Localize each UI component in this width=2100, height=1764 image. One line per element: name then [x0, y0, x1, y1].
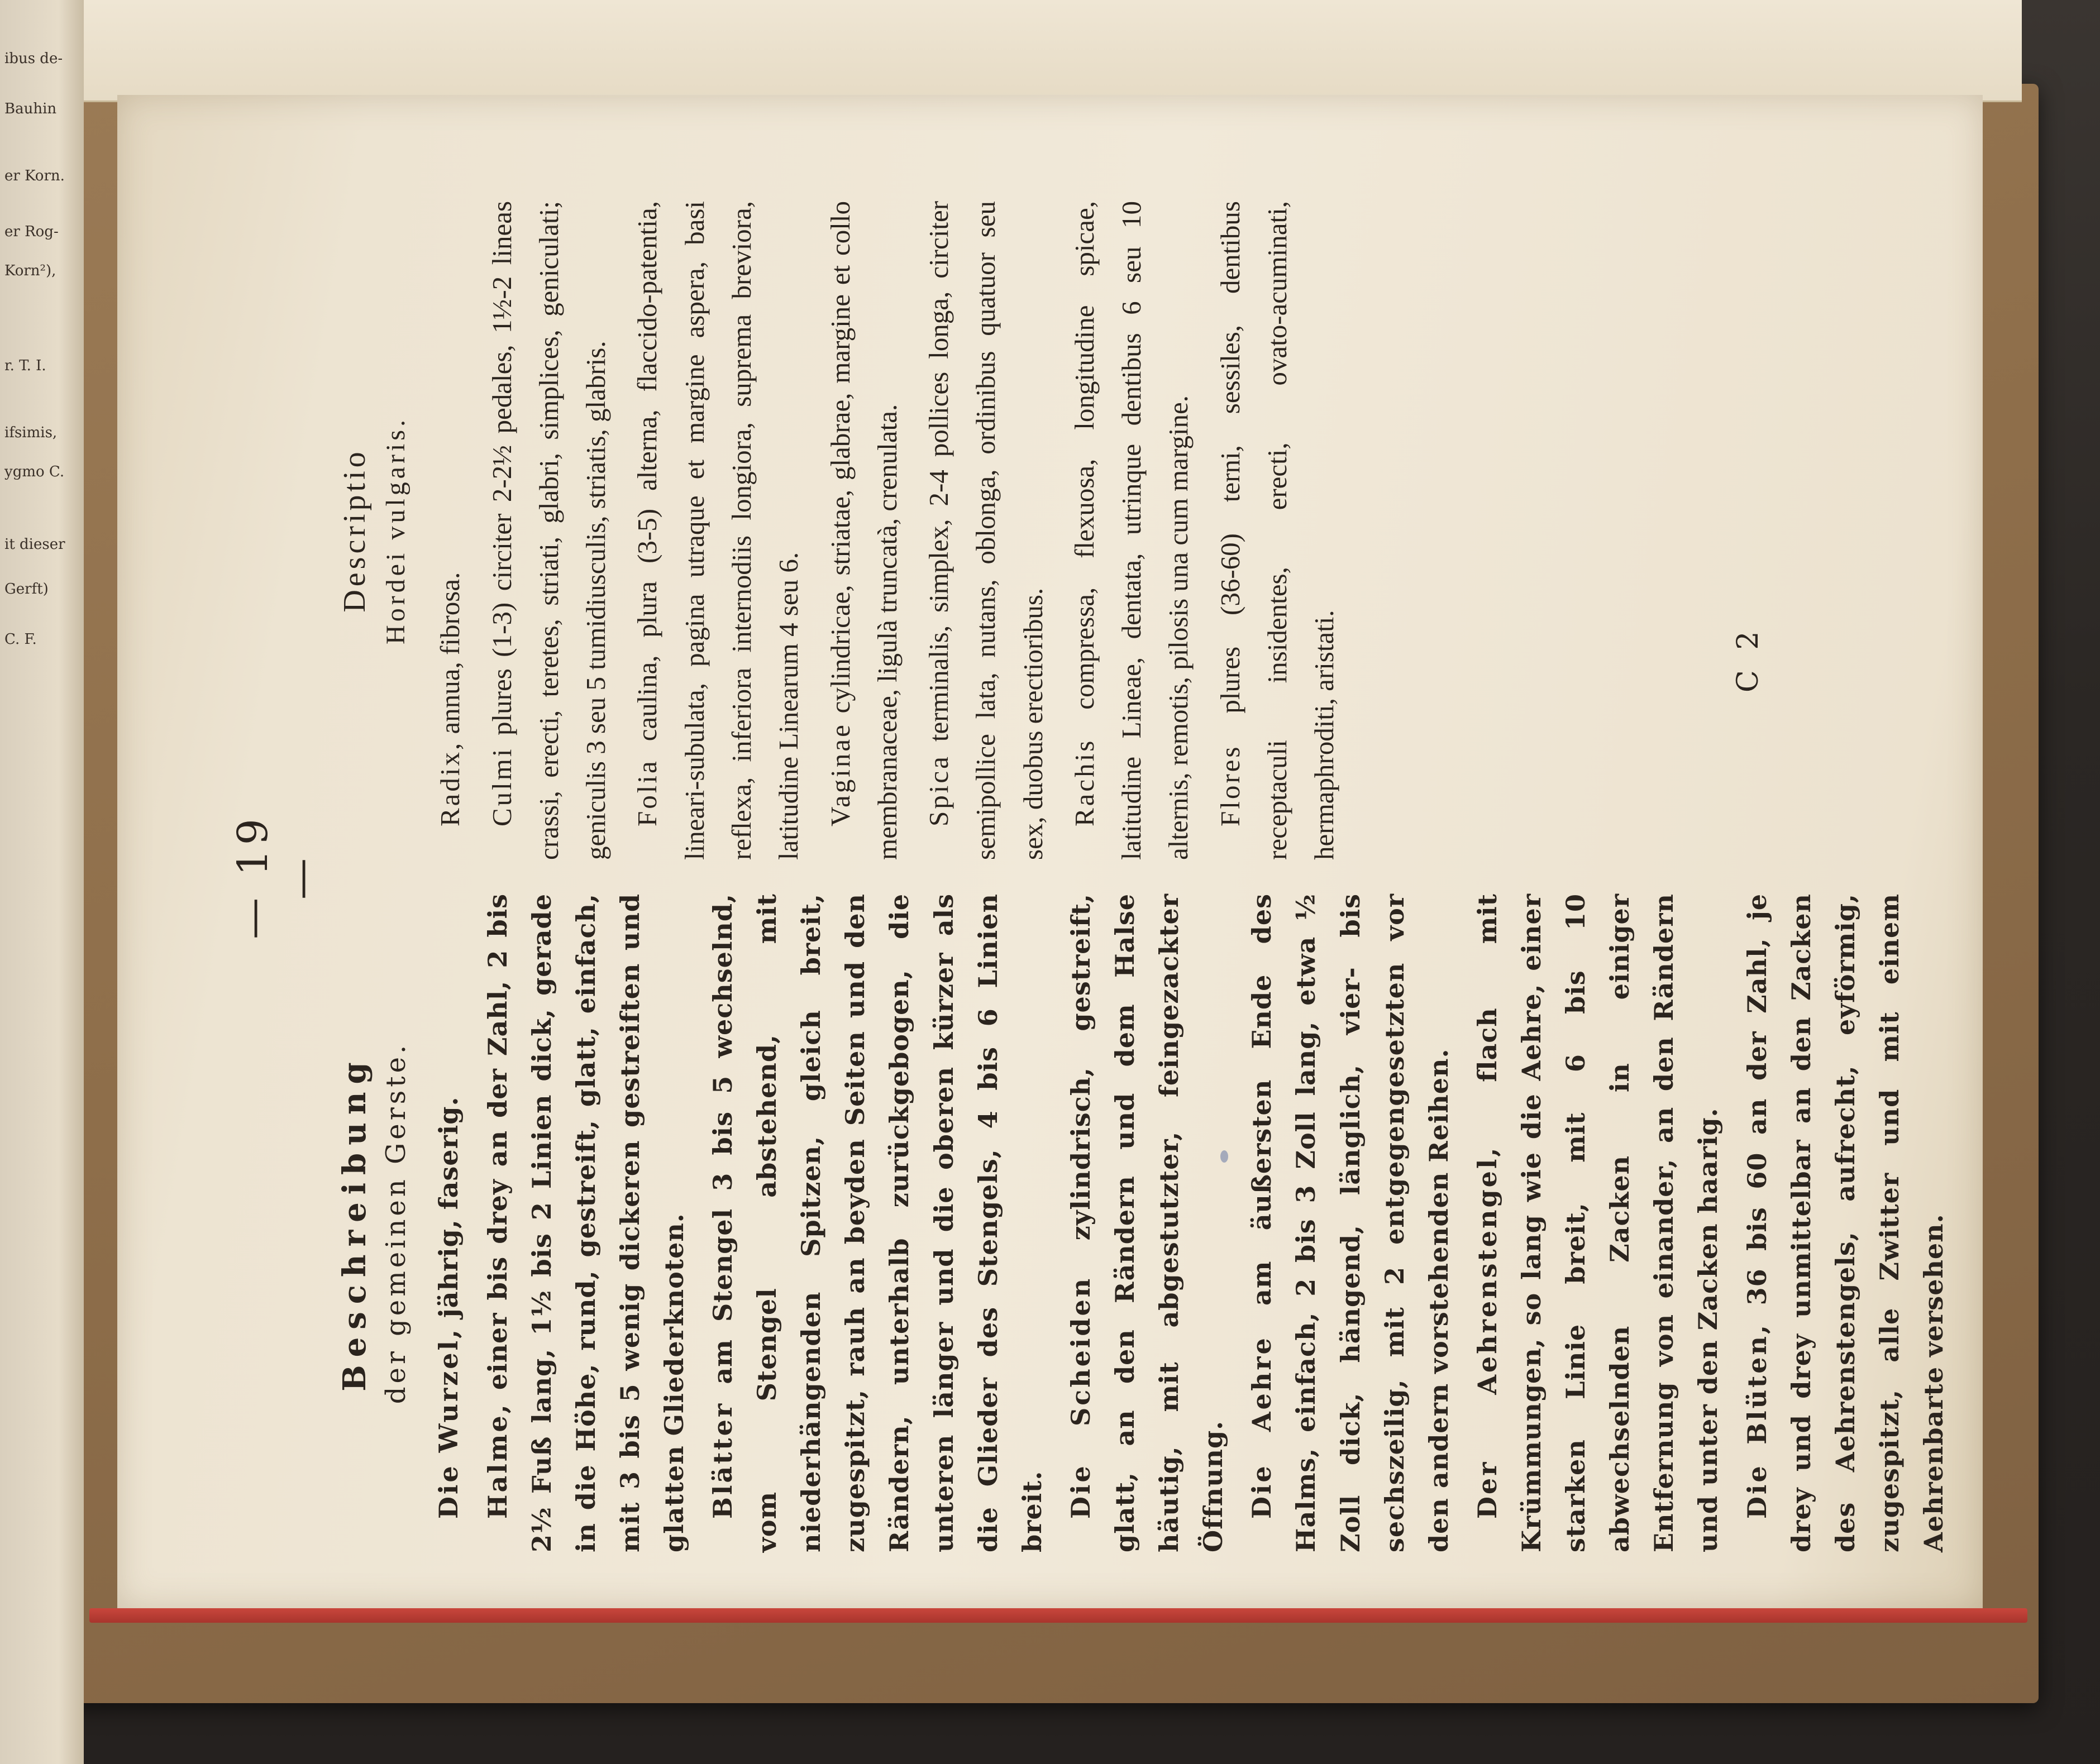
german-subtitle: der gemeinen Gerste. [380, 1041, 412, 1404]
red-page-edge [89, 1608, 2027, 1623]
previous-page-edge [84, 0, 2022, 102]
latin-paragraph: Radix, annua, fibrosa. [435, 572, 466, 826]
latin-title: Descriptio [337, 448, 372, 613]
margin-fragment: er Korn. [4, 168, 65, 184]
margin-fragment: it dieser [4, 536, 65, 553]
german-title: Beschreibung [336, 1054, 373, 1392]
german-paragraph: Die Blüten, 36 bis 60 an der Zahl, je drey und drey unmittelbar an den Zacken des Aehrenstengels, aufrecht, eyförmig, zugespitzt, alle Zwitter und mit einem Aehrenbarte versehen. [1741, 893, 1949, 1552]
latin-paragraph: Culmi plures (1-3) circiter 2-2½ pedales, 1½-2 lineas crassi, erecti, teretes, striati, glabri, simplices, geniculati; geniculis 3 seu 5 tumidiusculis, striatis, glabris. [486, 200, 612, 860]
margin-fragment: Bauhin [4, 101, 57, 117]
rotated-page-content [223, 195, 1949, 1564]
german-paragraph: Halme, einer bis drey an der Zahl, 2 bis 2½ Fuß lang, 1½ bis 2 Linien dick, gerade in die Höhe, rund, gestreift, glatt, einfach, mit 3 bis 5 wenig dickeren gestreiften und glatten Gliederknoten. [482, 893, 689, 1552]
latin-column [335, 201, 1352, 860]
german-paragraph: Die Scheiden zylindrisch, gestreift, glatt, an den Rändern und dem Halse häutig, mit abgestutzter, feingezackter Öffnung. [1065, 893, 1229, 1552]
latin-paragraph: Flores plures (36-60) terni, sessiles, dentibus receptaculi insidentes, erecti, ovato-acuminati, hermaphroditi, aristati. [1214, 201, 1340, 860]
margin-fragment: Korn²), [4, 262, 56, 279]
page-header [223, 195, 325, 1564]
german-paragraph: Die Aehre am äußersten Ende des Halms, einfach, 2 bis 3 Zoll lang, etwa ½ Zoll dick, hängend, länglich, vier- bis sechszeilig, mit 2 entgegengesetzten vor den andern vorstehenden Reihen. [1247, 893, 1454, 1552]
margin-fragment: ibus de- [4, 50, 63, 67]
german-paragraph: Der Aehrenstengel, flach mit Krümmungen, so lang wie die Aehre, einer starken Linie breit, mit 6 bis 10 abwechselnden Zacken in einiger Entfernung von einander, an den Rändern und unter den Zacken haarig. [1472, 893, 1724, 1552]
margin-fragment: C. F. [4, 631, 37, 648]
latin-subtitle: Hordei vulgaris. [381, 417, 411, 644]
margin-fragment: ifsimis, [4, 424, 58, 441]
margin-fragment: ygmo C. [4, 463, 65, 480]
german-column [335, 893, 1960, 1552]
printer-signature: C 2 [1731, 625, 1765, 692]
facing-page-margin [0, 0, 84, 1764]
latin-paragraph: Spica terminalis, simplex, 2-4 pollices longa, circiter semipollice lata, nutans, oblonga, ordinibus quatuor seu sex, duobus erectioribus. [923, 200, 1048, 860]
margin-fragment: er Rog- [4, 223, 59, 240]
german-paragraph: Die Wurzel, jährig, faserig. [433, 1096, 464, 1519]
margin-fragment: Gerft) [4, 581, 49, 597]
german-paragraph: Blätter am Stengel 3 bis 5 wechselnd, vom Stengel abstehend, mit niederhängenden Spitzen, gleich breit, zugespitzt, rauh an beyden Seiten und den Rändern, unterhalb zurückgebogen, die unteren länger und die oberen kürzer als die Glieder des Stengels, 4 bis 6 Linien breit. [708, 893, 1047, 1552]
margin-fragment: r. T. I. [4, 357, 46, 374]
latin-paragraph: Rachis compressa, flexuosa, longitudine spicae, latitudine Lineae, dentata, utrinque dentibus 6 seu 10 alternis, remotis, pilosis una cum margine. [1068, 201, 1194, 860]
page-number: — 19 — [229, 814, 325, 939]
latin-paragraph: Folia caulina, plura (3-5) alterna, flaccido-patentia, lineari-subulata, pagina utraque et margine aspera, basi reflexa, inferiora internodiis longiora, suprema breviora, latitudine Linearum 4 seu 6. [632, 201, 804, 860]
latin-paragraph: Vaginae cylindricae, striatae, glabrae, margine et collo membranaceae, ligulà truncatà, crenulata. [824, 201, 903, 860]
